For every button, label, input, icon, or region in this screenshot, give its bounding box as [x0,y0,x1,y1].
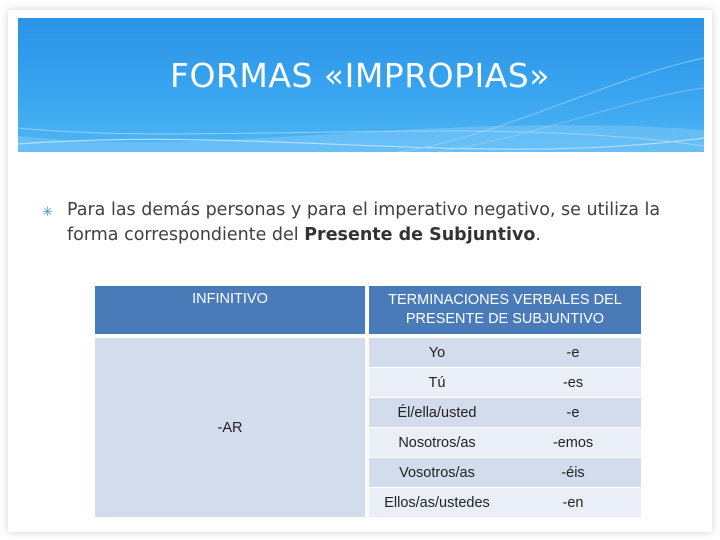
ending-cell: -e [505,397,641,427]
infinitive-cell: -AR [95,334,365,517]
bullet-text [67,198,687,248]
asterisk-bullet-icon: ✳ [42,205,53,220]
bullet-text-intro: Para las demás personas y para el imperativo negativo, se utiliza la forma correspondiente del [67,200,661,245]
ending-cell: -éis [505,457,641,487]
ending-cell: -e [505,334,641,367]
person-cell: Nosotros/as [369,427,505,457]
bullet-text-end: . [535,225,541,245]
table-header-row [95,286,641,334]
slide-title: FORMAS «IMPROPIAS» [170,56,550,95]
header-endings: TERMINACIONES VERBALES DEL PRESENTE DE SUBJUNTIVO [369,286,641,334]
bullet-text-emphasis: Presente de Subjuntivo [304,225,536,245]
ending-cell: -es [505,367,641,397]
person-cell: Ellos/as/ustedes [369,487,505,517]
header-infinitive: INFINITIVO [95,286,365,334]
conjugation-table [95,286,641,517]
person-cell: Tú [369,367,505,397]
person-cell: Yo [369,334,505,367]
table-row [95,334,641,367]
person-cell: Vosotros/as [369,457,505,487]
person-cell: Él/ella/usted [369,397,505,427]
ending-cell: -en [505,487,641,517]
ending-cell: -emos [505,427,641,457]
